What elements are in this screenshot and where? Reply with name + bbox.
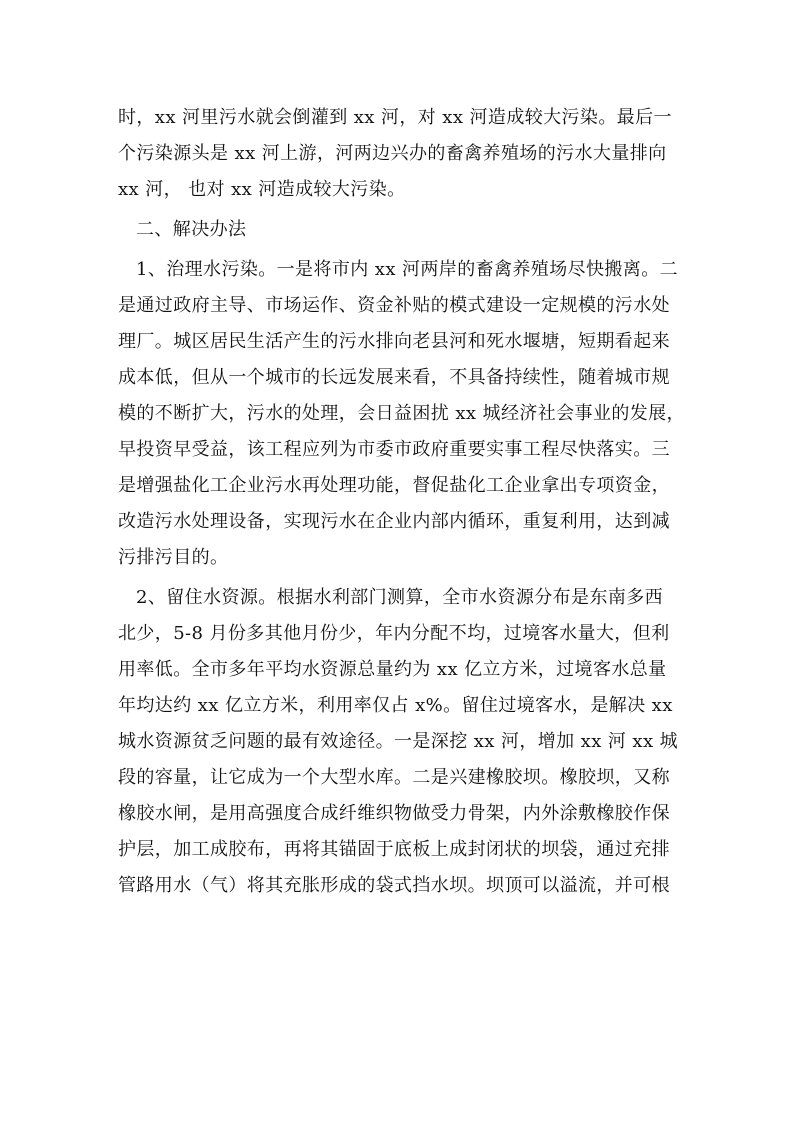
text-line: 是增强盐化工企业污水再处理功能，督促盐化工企业拿出专项资金， <box>118 475 670 496</box>
text-line: 城水资源贫乏问题的最有效途径。一是深挖 xx 河，增加 xx 河 xx 城 <box>118 731 679 752</box>
text-line: 理厂。城区居民生活产生的污水排向老县河和死水堰塘，短期看起来 <box>118 331 670 352</box>
intro-paragraph <box>118 100 676 208</box>
text-line: 时，xx 河里污水就会倒灌到 xx 河，对 xx 河造成较大污染。最后一 <box>118 107 672 128</box>
text-line: 橡胶水闸，是用高强度合成纤维织物做受力骨架，内外涂敷橡胶作保 <box>118 803 670 824</box>
text-line: 1、治理水污染。一是将市内 xx 河两岸的畜禽养殖场尽快搬离。二 <box>136 259 678 280</box>
text-line: 2、留住水资源。根据水利部门测算，全市水资源分布是东南多西 <box>136 587 664 608</box>
section-heading: 二、解决办法 <box>136 219 247 240</box>
text-line: xx 河， 也对 xx 河造成较大污染。 <box>118 179 406 200</box>
text-line: 改造污水处理设备，实现污水在企业内部内循环，重复利用，达到减 <box>118 511 670 532</box>
text-line: 年均达约 xx 亿立方米，利用率仅占 x%。留住过境客水，是解决 xx <box>118 695 673 716</box>
text-line: 个污染源头是 xx 河上游，河两边兴办的畜禽养殖场的污水大量排向 <box>118 143 667 164</box>
text-line: 模的不断扩大，污水的处理，会日益困扰 xx 城经济社会事业的发展， <box>118 403 685 424</box>
text-line: 用率低。全市多年平均水资源总量约为 xx 亿立方米，过境客水总量 <box>118 659 667 680</box>
text-line: 早投资早受益，该工程应列为市委市政府重要实事工程尽快落实。三 <box>118 439 670 460</box>
text-line: 管路用水（气）将其充胀形成的袋式挡水坝。坝顶可以溢流，并可根 <box>118 875 670 896</box>
text-line: 护层，加工成胶布，再将其锚固于底板上成封闭状的坝袋，通过充排 <box>118 839 670 860</box>
text-line: 北少，5-8 月份多其他月份少，年内分配不均，过境客水量大，但利 <box>118 623 670 644</box>
paragraph-water-resources <box>118 580 679 904</box>
text-line: 成本低，但从一个城市的长远发展来看，不具备持续性，随着城市规 <box>118 367 670 388</box>
text-line: 污排污目的。 <box>118 547 229 568</box>
text-line: 段的容量，让它成为一个大型水库。二是兴建橡胶坝。橡胶坝，又称 <box>118 767 670 788</box>
text-line: 是通过政府主导、市场运作、资金补贴的模式建设一定规模的污水处 <box>118 295 670 316</box>
paragraph-water-pollution <box>118 252 685 576</box>
